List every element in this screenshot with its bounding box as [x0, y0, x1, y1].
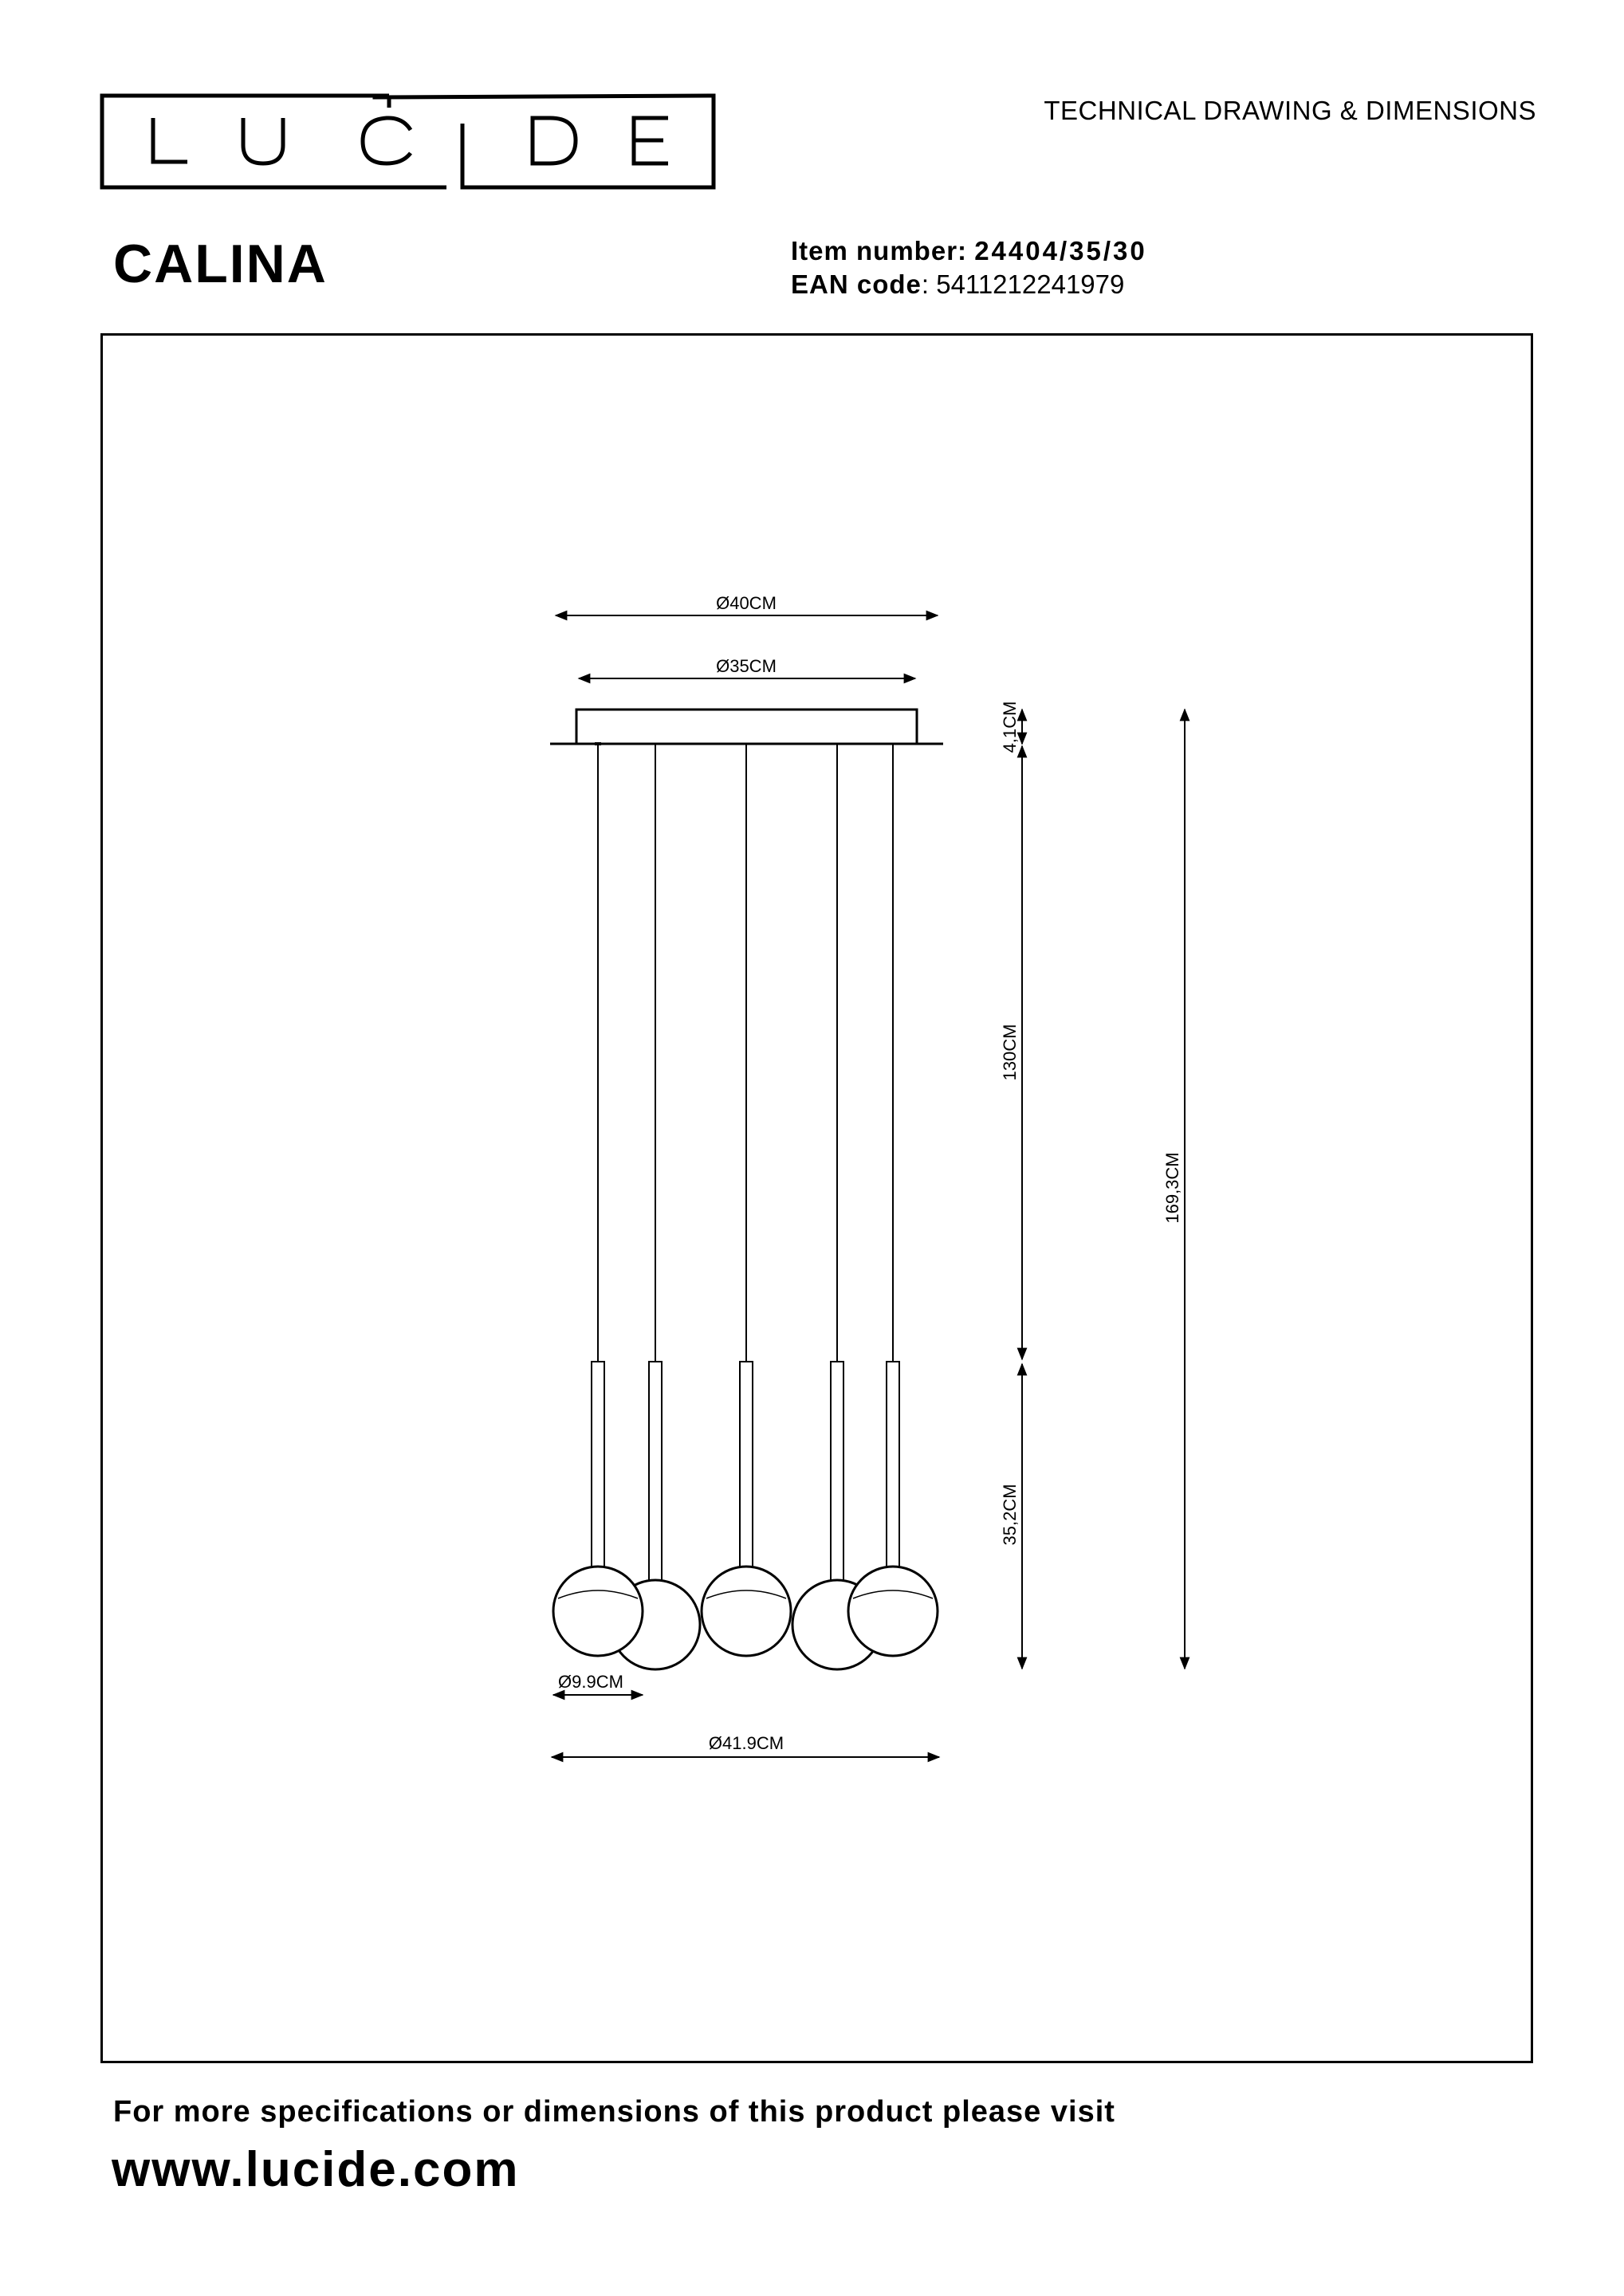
footer-note: For more specifications or dimensions of this product please visit — [113, 2095, 1115, 2129]
ean-value: 5411212241979 — [936, 269, 1125, 299]
ean-label: EAN code — [791, 269, 922, 299]
pendant-1 — [592, 744, 604, 1567]
item-number-value: 24404/35/30 — [974, 236, 1147, 265]
document-type: TECHNICAL DRAWING & DIMENSIONS — [1044, 96, 1536, 125]
pendant-2 — [649, 744, 662, 1581]
pendant-5 — [887, 744, 899, 1567]
pendant-4 — [831, 744, 843, 1581]
globe-1 — [553, 1567, 643, 1656]
dim-canopy-height: 4,1CM — [1000, 701, 1020, 753]
footer-website-link[interactable]: www.lucide.com — [112, 2142, 520, 2197]
pendant-3 — [740, 744, 753, 1567]
product-name: CALINA — [113, 234, 328, 294]
dim-lamp-height: 35,2CM — [1000, 1484, 1020, 1546]
ean-separator: : — [921, 269, 930, 299]
dim-total-height: 169,3CM — [1162, 1152, 1182, 1224]
canopy — [576, 710, 917, 744]
globe-5 — [848, 1567, 938, 1656]
dim-canopy-diameter: Ø35CM — [716, 656, 777, 676]
dim-spread-diameter: Ø41.9CM — [708, 1733, 784, 1753]
dim-cable-length: 130CM — [1000, 1024, 1020, 1081]
dim-globe-diameter: Ø9.9CM — [558, 1672, 623, 1692]
item-number-label: Item number: — [791, 236, 968, 265]
dim-outer-diameter: Ø40CM — [716, 593, 777, 613]
globe-3 — [702, 1567, 791, 1656]
